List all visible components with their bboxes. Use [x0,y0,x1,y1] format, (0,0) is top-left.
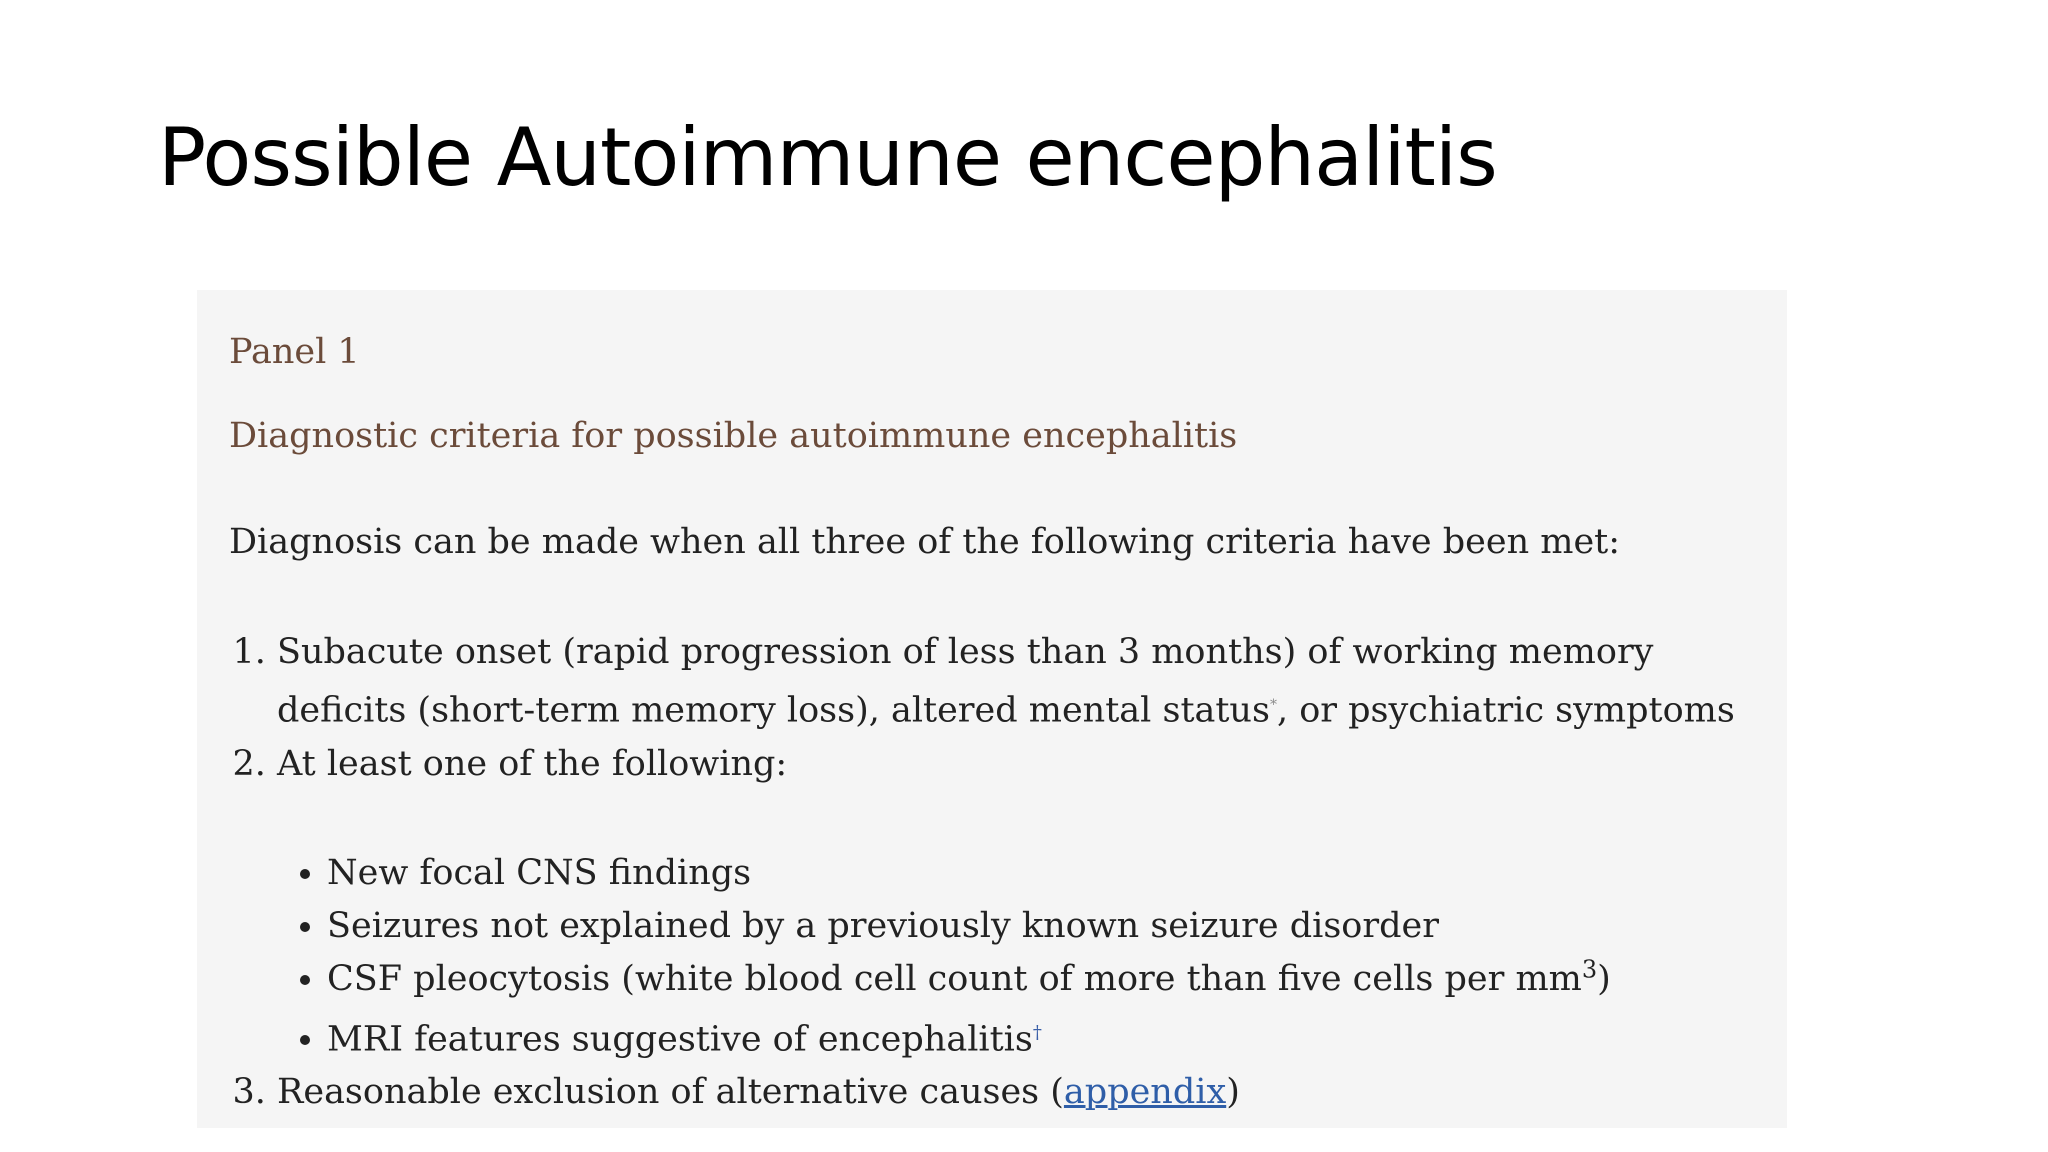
criterion-1-text-end: , or psychiatric symptoms [1276,690,1735,731]
criteria-panel [197,290,1787,1128]
criterion-3 [277,1066,1787,1119]
subitem-text: CSF pleocytosis (white blood cell count of more than five cells per mm [327,958,1582,999]
superscript-exponent: 3 [1581,955,1598,983]
subitem-text-end: ) [1597,958,1611,999]
criteria-list [229,626,1787,1119]
criterion-1 [277,626,1787,738]
subitem-text: MRI features suggestive of encephalitis [327,1019,1033,1060]
footnote-mark-asterisk[interactable]: * [1269,697,1277,713]
list-item [327,847,1787,900]
slide-title: Possible Autoimmune encephalitis [158,111,1497,204]
list-item [327,953,1787,1006]
criterion-2-text: At least one of the following: [277,743,788,784]
criterion-1-text: Subacute onset (rapid progression of less than 3 months) of working memory deficits (short-term memory loss), altered mental status [277,632,1654,731]
subitem-text: New focal CNS findings [327,852,752,893]
criterion-3-text: Reasonable exclusion of alternative causes ( [277,1072,1064,1113]
intro-text: Diagnosis can be made when all three of the following criteria have been met: [229,522,1621,562]
panel-label: Panel 1 [229,332,360,372]
list-item [327,900,1787,953]
criterion-2-sublist [277,813,1787,1067]
panel-heading: Diagnostic criteria for possible autoimmune encephalitis [229,416,1238,456]
criterion-2 [277,738,1787,1067]
appendix-link[interactable]: appendix [1063,1072,1227,1113]
list-item [327,1006,1787,1067]
criterion-3-text-end: ) [1226,1072,1240,1113]
subitem-text: Seizures not explained by a previously known seizure disorder [327,905,1439,946]
footnote-mark-dagger[interactable]: † [1032,1021,1042,1043]
